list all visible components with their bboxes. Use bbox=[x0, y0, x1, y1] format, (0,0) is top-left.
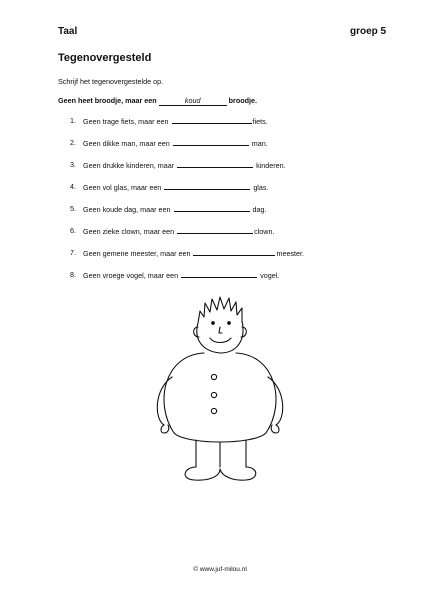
exercise-before: Geen gemene meester, maar een bbox=[83, 249, 191, 258]
exercise-after: vogel. bbox=[260, 271, 280, 280]
fat-man-illustration bbox=[150, 285, 290, 485]
subject-label: Taal bbox=[58, 26, 78, 37]
exercise-after: clown. bbox=[254, 227, 275, 236]
exercise-number: 8. bbox=[70, 270, 76, 279]
answer-blank[interactable] bbox=[181, 270, 257, 278]
answer-blank[interactable] bbox=[174, 204, 250, 212]
exercise-before: Geen vol glas, maar een bbox=[83, 183, 162, 192]
exercise-before: Geen vroege vogel, maar een bbox=[83, 271, 179, 280]
answer-blank[interactable] bbox=[177, 226, 253, 234]
eye-left bbox=[212, 322, 215, 325]
exercise-number: 5. bbox=[70, 204, 76, 213]
head bbox=[197, 321, 243, 353]
arm-left bbox=[157, 377, 172, 425]
answer-blank[interactable] bbox=[172, 116, 252, 124]
ear-right bbox=[241, 327, 246, 337]
exercise-before: Geen trage fiets, maar een bbox=[83, 117, 169, 126]
answer-blank[interactable] bbox=[177, 160, 253, 168]
exercise-before: Geen dikke man, maar een bbox=[83, 139, 170, 148]
exercise-after: dag. bbox=[252, 205, 267, 214]
exercise-after: fiets. bbox=[252, 117, 268, 126]
foot-right bbox=[220, 467, 256, 480]
button-3 bbox=[211, 408, 216, 413]
example-sentence bbox=[58, 96, 257, 106]
group-label: groep 5 bbox=[350, 26, 387, 37]
answer-blank[interactable] bbox=[164, 182, 250, 190]
hair bbox=[198, 297, 242, 323]
exercise-before: Geen koude dag, maar een bbox=[83, 205, 171, 214]
button-2 bbox=[211, 392, 216, 397]
hand-left bbox=[161, 425, 169, 433]
exercise-number: 1. bbox=[70, 116, 76, 125]
exercise-after: kinderen. bbox=[256, 161, 286, 170]
example-after: broodje. bbox=[228, 96, 258, 105]
answer-blank[interactable] bbox=[173, 138, 249, 146]
exercise-after: meester. bbox=[276, 249, 305, 258]
body bbox=[164, 353, 276, 442]
copyright-footer: © www.juf-milou.nl bbox=[193, 566, 247, 573]
exercise-number: 2. bbox=[70, 138, 76, 147]
exercise-number: 4. bbox=[70, 182, 76, 191]
example-before: Geen heet broodje, maar een bbox=[58, 96, 157, 105]
page-title: Tegenovergesteld bbox=[58, 52, 152, 64]
exercise-before: Geen drukke kinderen, maar bbox=[83, 161, 175, 170]
instruction-text: Schrijf het tegenovergestelde op. bbox=[58, 77, 164, 86]
hand-right bbox=[271, 425, 279, 433]
answer-blank[interactable] bbox=[193, 248, 275, 256]
arm-right bbox=[268, 377, 283, 425]
nose bbox=[219, 327, 222, 333]
example-answer: koud bbox=[159, 96, 227, 106]
mouth bbox=[210, 338, 231, 343]
foot-left bbox=[185, 467, 220, 480]
eye-right bbox=[228, 322, 231, 325]
exercise-number: 3. bbox=[70, 160, 76, 169]
button-1 bbox=[211, 374, 216, 379]
exercise-after: man. bbox=[251, 139, 268, 148]
exercise-before: Geen zieke clown, maar een bbox=[83, 227, 175, 236]
exercise-number: 6. bbox=[70, 226, 76, 235]
exercise-number: 7. bbox=[70, 248, 76, 257]
exercise-after: glas. bbox=[253, 183, 269, 192]
